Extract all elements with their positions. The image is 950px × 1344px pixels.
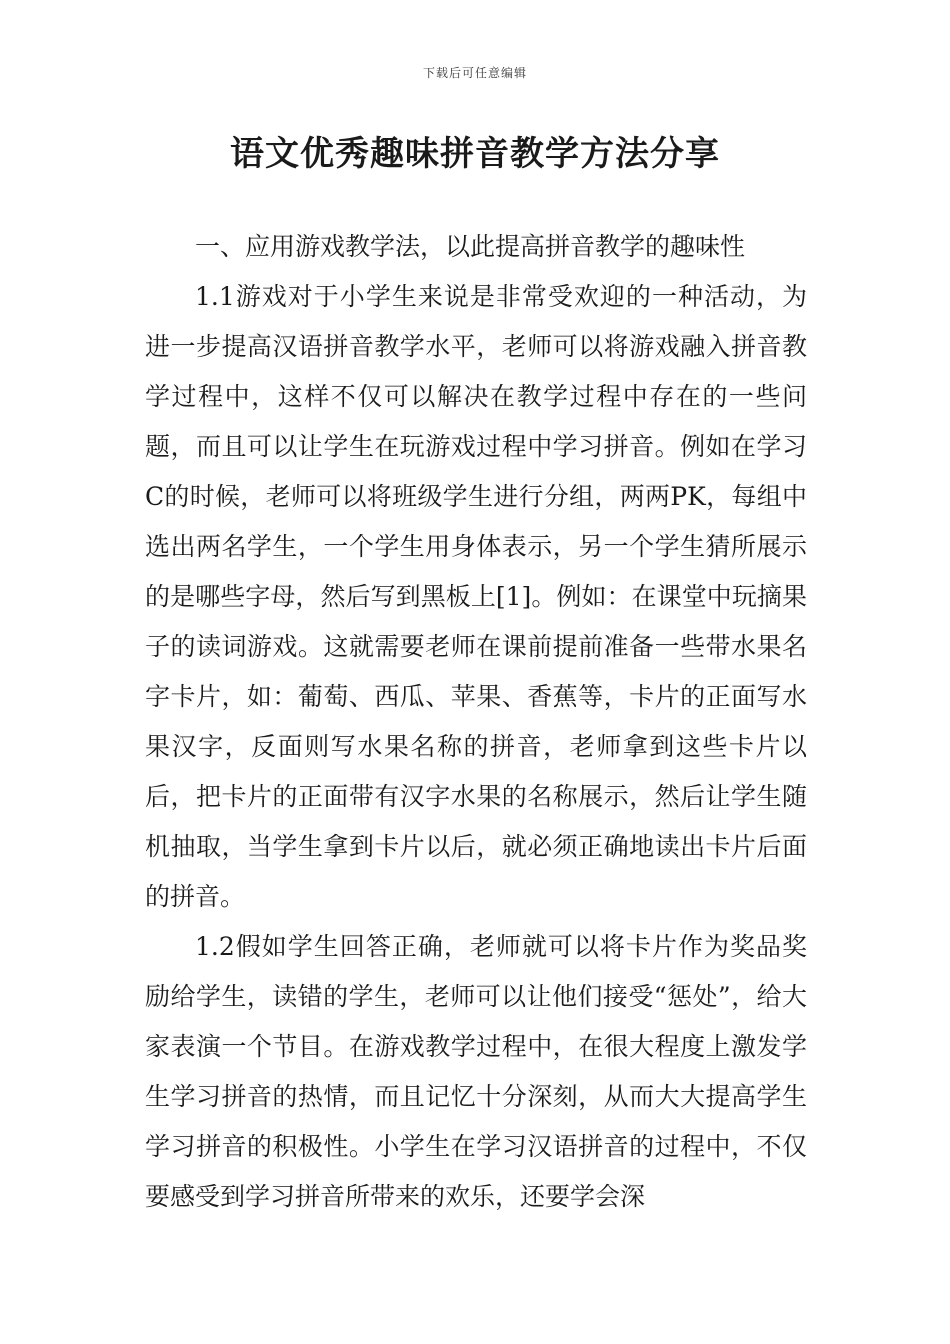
header-note: 下载后可任意编辑 xyxy=(422,66,527,80)
paragraph: 1.2假如学生回答正确，老师就可以将卡片作为奖品奖励给学生，读错的学生，老师可以让他们接受“惩处”，给大家表演一个节目。在游戏教学过程中，在很大程度上激发学生学习拼音的热情，而且记忆十分深刻，从而大大提高学生学习拼音的积极性。小学生在学习汉语拼音的过程中，不仅要感受到学习拼音所带来的欢乐，还要学会深 xyxy=(145,932,807,1211)
document-title: 语文优秀趣味拼音教学方法分享 xyxy=(230,134,720,174)
document-body xyxy=(145,222,807,1222)
paragraph: 1.1游戏对于小学生来说是非常受欢迎的一种活动，为进一步提高汉语拼音教学水平，老师可以将游戏融入拼音教学过程中，这样不仅可以解决在教学过程中存在的一些问题，而且可以让学生在玩游戏过程中学习拼音。例如在学习C的时候，老师可以将班级学生进行分组，两两PK，每组中选出两名学生，一个学生用身体表示，另一个学生猜所展示的是哪些字母，然后写到黑板上[1]。例如：在课堂中玩摘果子的读词游戏。这就需要老师在课前提前准备一些带水果名字卡片，如：葡萄、西瓜、苹果、香蕉等，卡片的正面写水果汉字，反面则写水果名称的拼音，老师拿到这些卡片以后，把卡片的正面带有汉字水果的名称展示，然后让学生随机抽取，当学生拿到卡片以后，就必须正确地读出卡片后面的拼音。 xyxy=(145,282,807,911)
section-heading: 一、应用游戏教学法，以此提高拼音教学的趣味性 xyxy=(195,232,746,261)
